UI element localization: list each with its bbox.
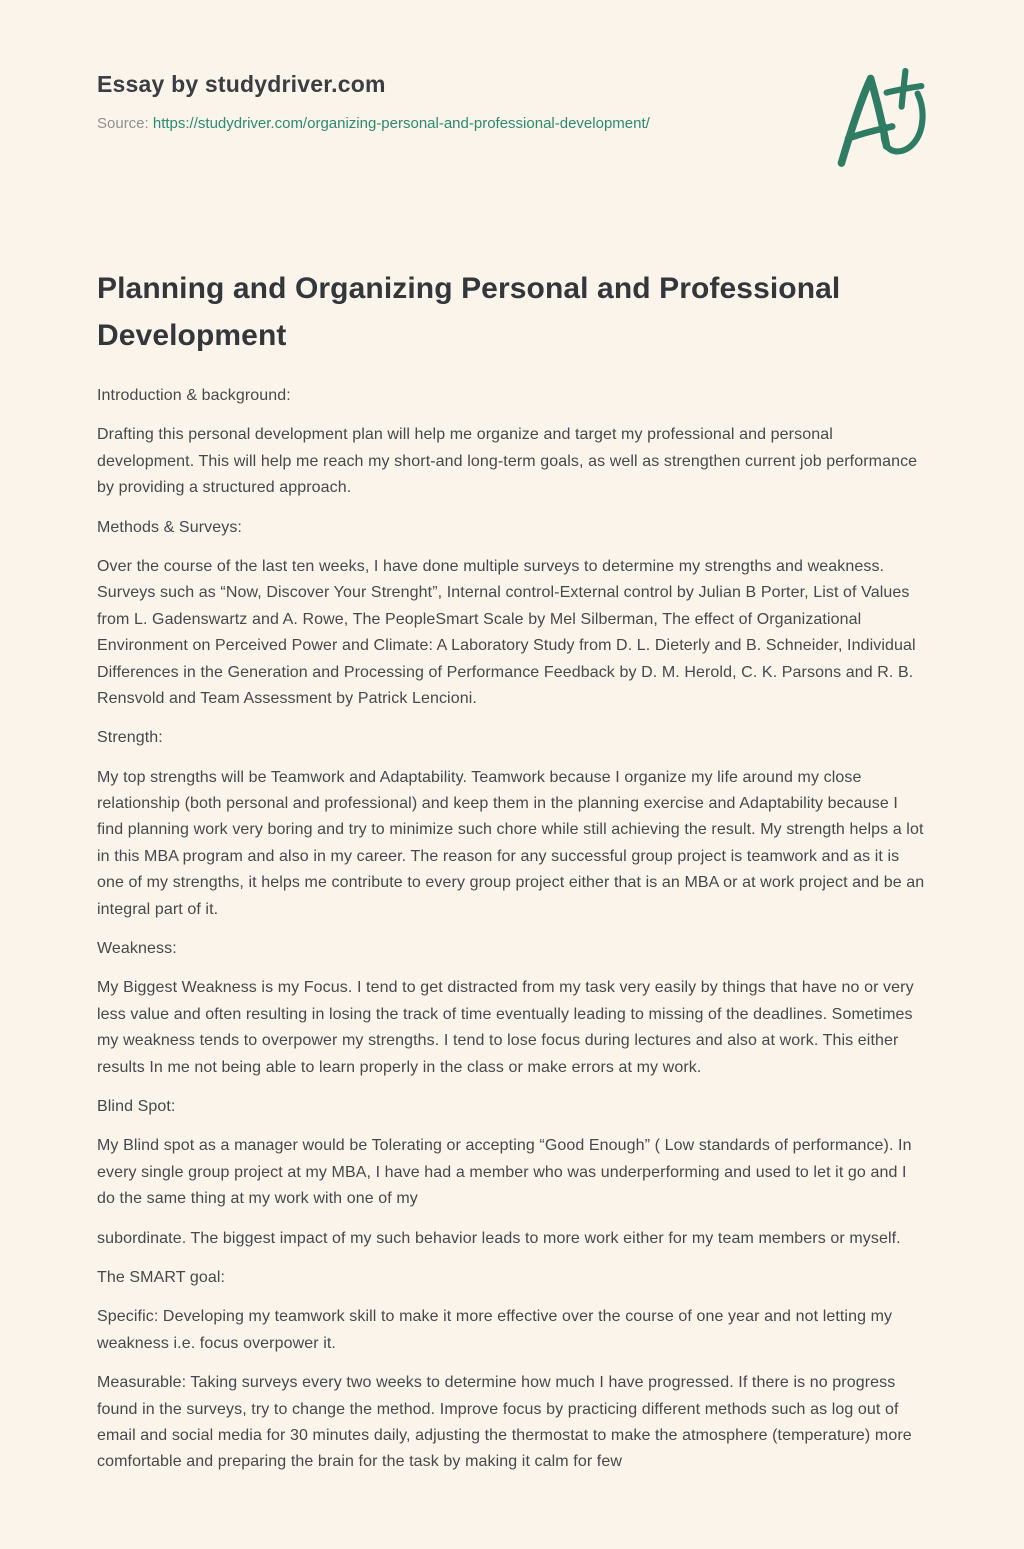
section-label-smart-goal: The SMART goal: bbox=[97, 1268, 226, 1286]
paragraph-measurable: Measurable: Taking surveys every two weeks to determine how much I have progressed. If there is no progress found in the surveys, try to change the method. Improve focus by practicing different methods such as log out of email and social media for 30 minutes daily, adjusting the thermostat to make the atmosphere (temperature) more comfortable and preparing the brain for the task by making it calm for few bbox=[97, 1374, 912, 1471]
source-line bbox=[97, 113, 650, 134]
paragraph-blind-spot-continued: subordinate. The biggest impact of my such behavior leads to more work either for my team members or myself. bbox=[97, 1229, 901, 1247]
paragraph-strength: My top strengths will be Teamwork and Adaptability. Teamwork because I organize my life around my close relationship (both personal and professional) and keep them in the planning exercise and Adaptability because I find planning work very boring and try to minimize such chore while still achieving the result. My strength helps a lot in this MBA program and also in my career. The reason for any successful group project is teamwork and as it is one of my strengths, it helps me contribute to every group project either that is an MBA or at work project and be an integral part of it. bbox=[97, 768, 925, 918]
paragraph-methods: Over the course of the last ten weeks, I have done multiple surveys to determine my strengths and weakness. Surveys such as “Now, Discover Your Strenght”, Internal control-External control by Julian B Porter, List of Values from L. Gadenswartz and A. Rowe, The PeopleSmart Scale by Mel Silberman, The effect of Organizational Environment on Perceived Power and Climate: A Laboratory Study from D. L. Dieterly and B. Schneider, Individual Differences in the Generation and Processing of Performance Feedback by D. M. Herold, C. K. Parsons and R. B. Rensvold and Team Assessment by Patrick Lencioni. bbox=[97, 557, 916, 707]
section-label-blind-spot: Blind Spot: bbox=[97, 1097, 176, 1115]
paragraph-blind-spot: My Blind spot as a manager would be Tolerating or accepting “Good Enough” ( Low standards of performance). In every single group project at my MBA, I have had a member who was underperforming and used to let it go and I do the same thing at my work with one of my bbox=[97, 1137, 912, 1208]
essay-title: Planning and Organizing Personal and Professional Development bbox=[97, 272, 841, 352]
section-label-weakness: Weakness: bbox=[97, 940, 177, 958]
paragraph-introduction: Drafting this personal development plan will help me organize and target my professional and personal development. This will help me reach my short-and long-term goals, as well as strengthen current job performance by providing a structured approach. bbox=[97, 426, 918, 497]
paragraph-specific: Specific: Developing my teamwork skill to make it more effective over the course of one year and not letting my weakness i.e. focus overpower it. bbox=[97, 1308, 893, 1352]
source-label: Source: bbox=[97, 114, 149, 132]
section-label-methods: Methods & Surveys: bbox=[97, 518, 242, 536]
essay-header bbox=[97, 64, 927, 170]
section-label-introduction: Introduction & background: bbox=[97, 387, 291, 404]
section-label-strength: Strength: bbox=[97, 729, 163, 747]
header-title: Essay by studydriver.com bbox=[97, 71, 386, 97]
paragraph-weakness: My Biggest Weakness is my Focus. I tend to get distracted from my task very easily by things that have no or very less value and often resulting in losing the track of time eventually leading to missing of the deadlines. Sometimes my weakness tends to overpower my strengths. I tend to lose focus during lectures and also at work. This either results In me not being able to learn properly in the class or make errors at my work. bbox=[97, 979, 914, 1076]
source-link[interactable]: https://studydriver.com/organizing-personal-and-professional-development/ bbox=[152, 114, 650, 132]
studydriver-a-plus-logo-icon bbox=[833, 66, 927, 170]
header-text-block bbox=[97, 64, 650, 134]
essay-article bbox=[97, 266, 927, 1476]
